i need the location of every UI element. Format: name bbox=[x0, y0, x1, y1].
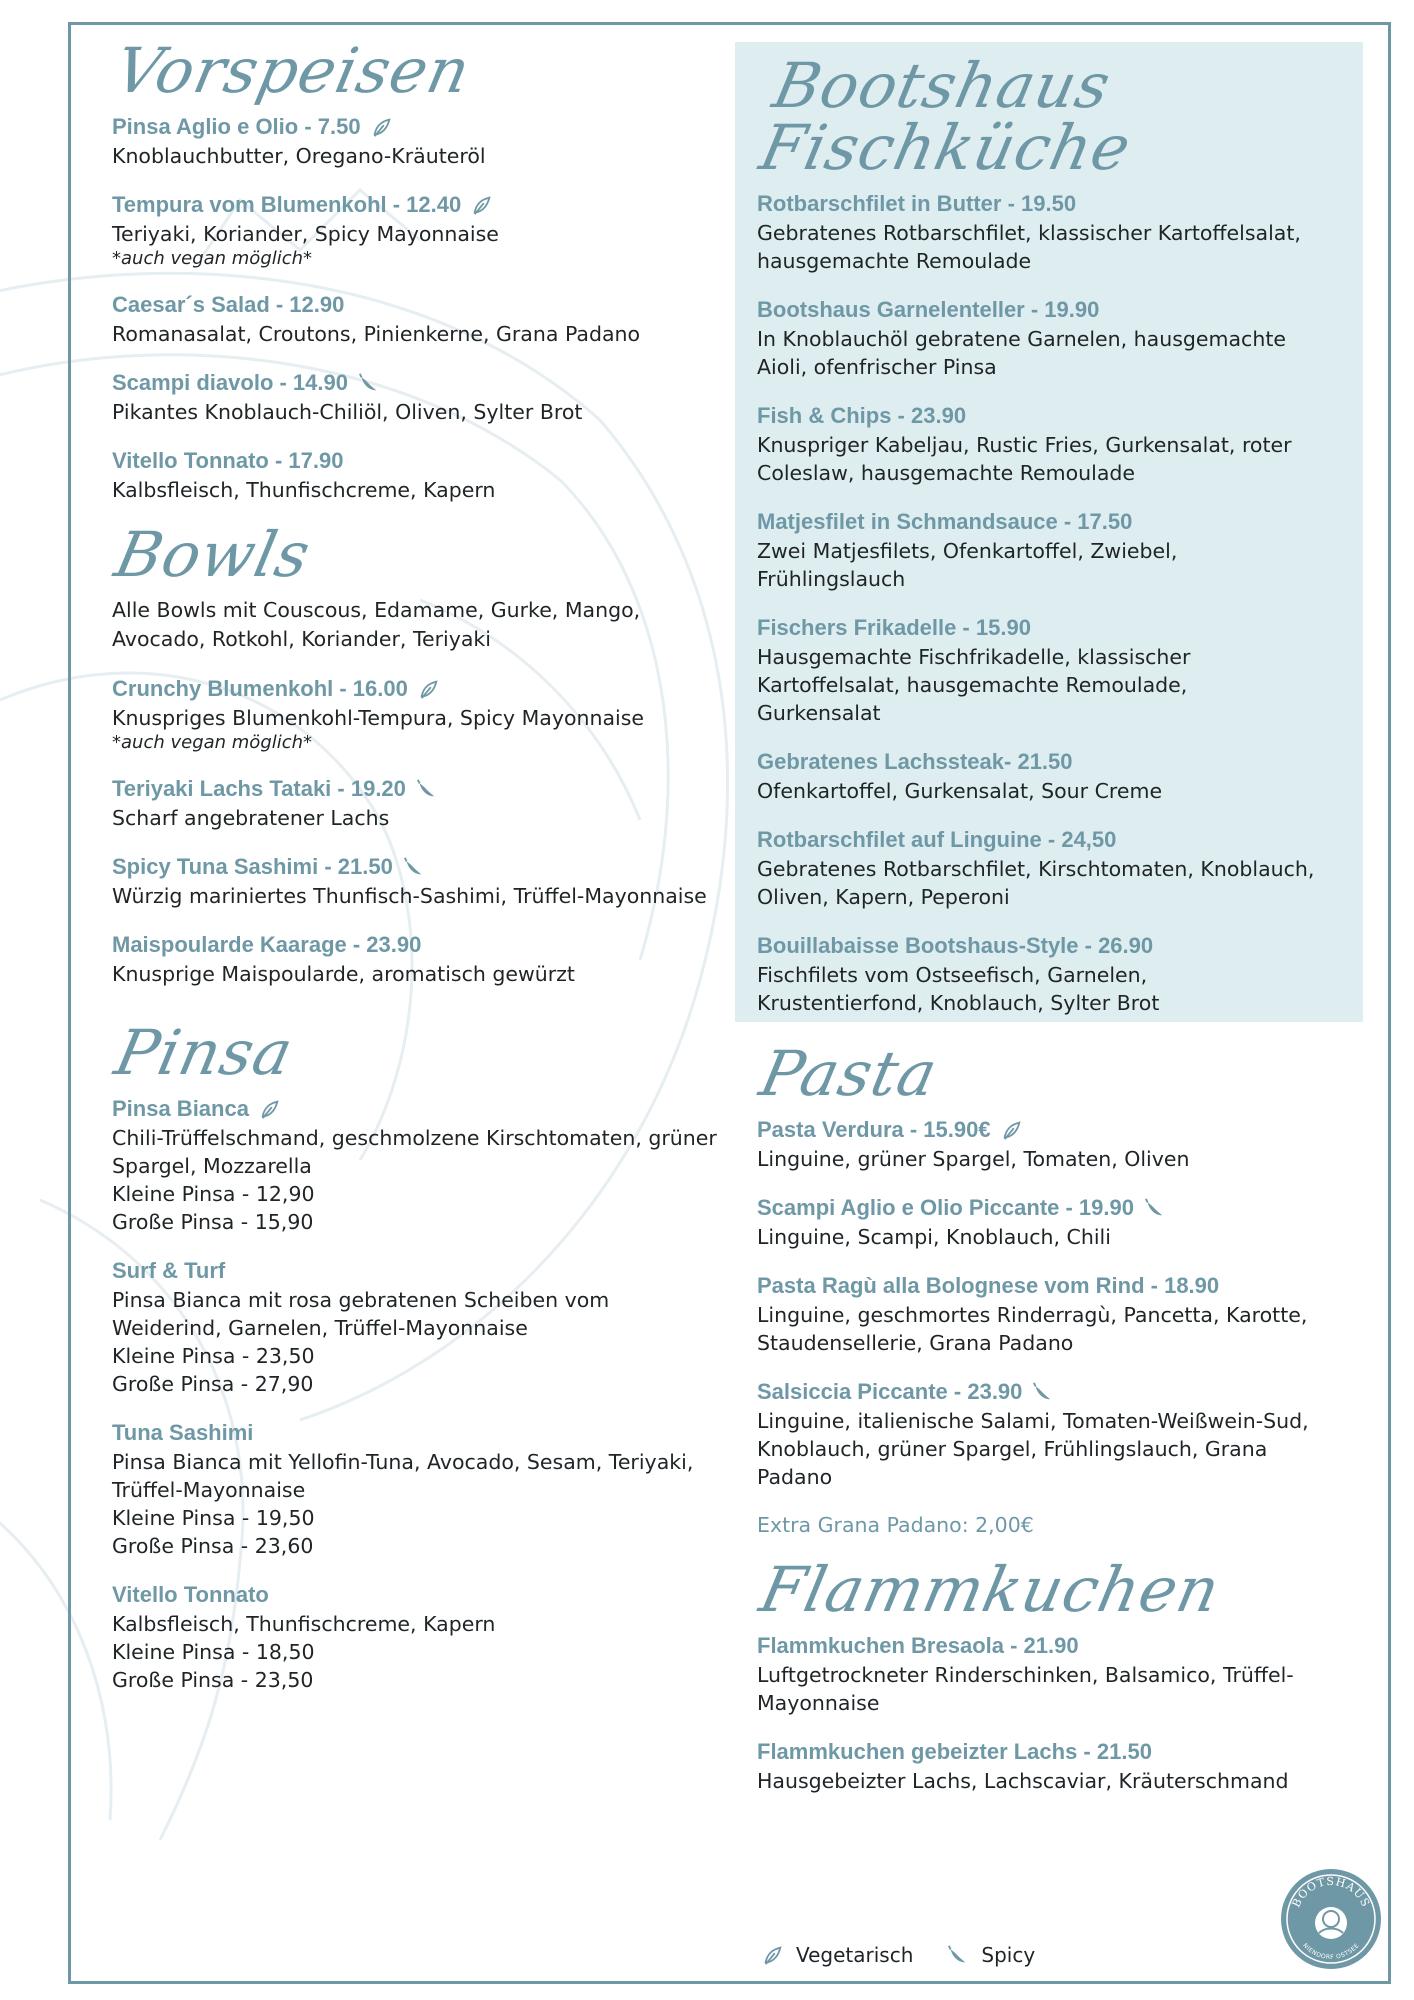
legend-vegetarian-label: Vegetarisch bbox=[796, 1943, 914, 1967]
menu-item bbox=[757, 1631, 1315, 1717]
menu-item-title: Bootshaus Garnelenteller - 19.90 bbox=[757, 297, 1100, 322]
bootshaus-logo bbox=[1279, 1867, 1383, 1971]
menu-item-description: Zwei Matjesfilets, Ofenkartoffel, Zwiebel, Frühlingslauch bbox=[757, 539, 1178, 591]
section-pasta bbox=[753, 1037, 1315, 1539]
menu-item-title: Rotbarschfilet in Butter - 19.50 bbox=[757, 191, 1077, 216]
menu-item-name bbox=[757, 1631, 1315, 1661]
menu-item-name bbox=[112, 852, 720, 882]
menu-item bbox=[757, 1377, 1315, 1491]
pinsa-list bbox=[110, 1094, 720, 1694]
menu-item bbox=[757, 189, 1315, 275]
bowls-intro: Alle Bowls mit Couscous, Edamame, Gurke, Mango, Avocado, Rotkohl, Koriander, Teriyaki bbox=[112, 598, 641, 651]
menu-item-price-small: Kleine Pinsa - 18,50 bbox=[112, 1640, 315, 1664]
menu-item-name bbox=[112, 1094, 720, 1124]
svg-text:BOOTSHAUS: BOOTSHAUS bbox=[1289, 1874, 1373, 1910]
menu-item-price-small: Kleine Pinsa - 19,50 bbox=[112, 1506, 315, 1530]
legend bbox=[762, 1943, 1069, 1967]
menu-item-description: Scharf angebratener Lachs bbox=[112, 806, 390, 830]
menu-item-description: Linguine, geschmortes Rinderragù, Pancetta, Karotte, Staudensellerie, Grana Padano bbox=[757, 1303, 1308, 1355]
menu-item-name bbox=[112, 1256, 720, 1286]
menu-item-title: Maispoularde Kaarage - 23.90 bbox=[112, 932, 422, 957]
chili-icon bbox=[947, 1944, 969, 1966]
menu-item bbox=[112, 1256, 720, 1398]
menu-item bbox=[112, 930, 720, 988]
menu-item-price-small: Kleine Pinsa - 23,50 bbox=[112, 1344, 315, 1368]
menu-item-name bbox=[757, 189, 1315, 219]
menu-item bbox=[112, 446, 720, 504]
menu-item bbox=[112, 1418, 720, 1560]
right-column bbox=[753, 49, 1315, 1815]
menu-item-description: Ofenkartoffel, Gurkensalat, Sour Creme bbox=[757, 779, 1163, 803]
menu-item-price-large: Große Pinsa - 23,50 bbox=[112, 1668, 314, 1692]
menu-item-description: Fischfilets vom Ostseefisch, Garnelen, Krustentierfond, Knoblauch, Sylter Brot bbox=[757, 963, 1160, 1015]
menu-item bbox=[757, 747, 1315, 805]
menu-item bbox=[757, 613, 1315, 727]
fischkueche-list bbox=[755, 189, 1315, 1017]
menu-item-price-large: Große Pinsa - 15,90 bbox=[112, 1210, 314, 1234]
menu-item-title: Fish & Chips - 23.90 bbox=[757, 403, 967, 428]
menu-item-name bbox=[757, 401, 1315, 431]
menu-item-title: Bouillabaisse Bootshaus-Style - 26.90 bbox=[757, 933, 1154, 958]
menu-item-title: Flammkuchen Bresaola - 21.90 bbox=[757, 1633, 1079, 1658]
menu-item-name bbox=[112, 190, 720, 220]
menu-item-title: Tuna Sashimi bbox=[112, 1420, 254, 1445]
section-fischkueche bbox=[753, 49, 1315, 1017]
section-bowls bbox=[108, 518, 720, 988]
menu-item-title: Pasta Ragù alla Bolognese vom Rind - 18.90 bbox=[757, 1273, 1220, 1298]
menu-item-description: Gebratenes Rotbarschfilet, klassischer Kartoffelsalat, hausgemachte Remoulade bbox=[757, 221, 1301, 273]
menu-item bbox=[112, 852, 720, 910]
menu-item-description: Kalbsfleisch, Thunfischcreme, Kapern bbox=[112, 478, 496, 502]
menu-item bbox=[112, 112, 720, 170]
chili-icon bbox=[358, 372, 380, 394]
menu-item-title: Pasta Verdura - 15.90€ bbox=[757, 1117, 991, 1142]
chili-icon bbox=[403, 856, 425, 878]
menu-item-description: Chili-Trüffelschmand, geschmolzene Kirschtomaten, grüner Spargel, Mozzarella bbox=[112, 1126, 717, 1178]
menu-item-description: Knusprige Maispoularde, aromatisch gewürzt bbox=[112, 962, 575, 986]
menu-item-description: Kalbsfleisch, Thunfischcreme, Kapern bbox=[112, 1612, 496, 1636]
menu-item-name bbox=[757, 613, 1315, 643]
menu-item-note: *auch vegan möglich* bbox=[112, 732, 313, 753]
menu-item-title: Spicy Tuna Sashimi - 21.50 bbox=[112, 854, 393, 879]
menu-item-description: Linguine, grüner Spargel, Tomaten, Oliven bbox=[757, 1147, 1190, 1171]
menu-item-title: Caesar´s Salad - 12.90 bbox=[112, 292, 345, 317]
menu-item-description: In Knoblauchöl gebratene Garnelen, hausgemachte Aioli, ofenfrischer Pinsa bbox=[757, 327, 1286, 379]
menu-item bbox=[112, 1580, 720, 1694]
menu-item-description: Würzig mariniertes Thunfisch-Sashimi, Trüffel-Mayonnaise bbox=[112, 884, 707, 908]
menu-item-name bbox=[757, 931, 1315, 961]
menu-item-description: Linguine, italienische Salami, Tomaten-Weißwein-Sud, Knoblauch, grüner Spargel, Frühlingslauch, Grana Padano bbox=[757, 1409, 1309, 1489]
legend-spicy bbox=[947, 1943, 1035, 1967]
menu-item-name bbox=[112, 674, 720, 704]
menu-item-description: Hausgebeizter Lachs, Lachscaviar, Kräuterschmand bbox=[757, 1769, 1289, 1793]
menu-item-title: Pinsa Aglio e Olio - 7.50 bbox=[112, 114, 361, 139]
menu-item bbox=[757, 1737, 1315, 1795]
menu-item bbox=[757, 1115, 1315, 1173]
menu-item-title: Vitello Tonnato bbox=[112, 1582, 269, 1607]
menu-item-description: Knuspriges Blumenkohl-Tempura, Spicy Mayonnaise bbox=[112, 706, 645, 730]
menu-item bbox=[757, 931, 1315, 1017]
menu-item-description: Knoblauchbutter, Oregano-Kräuteröl bbox=[112, 144, 486, 168]
menu-item-title: Flammkuchen gebeizter Lachs - 21.50 bbox=[757, 1739, 1152, 1764]
menu-item bbox=[757, 1193, 1315, 1251]
menu-item-name bbox=[757, 825, 1315, 855]
menu-item-name bbox=[112, 1418, 720, 1448]
leaf-icon bbox=[418, 678, 440, 700]
legend-spicy-label: Spicy bbox=[981, 1943, 1036, 1967]
menu-item-description: Pinsa Bianca mit Yellofin-Tuna, Avocado, Sesam, Teriyaki, Trüffel-Mayonnaise bbox=[112, 1450, 694, 1502]
menu-item-name bbox=[112, 446, 720, 476]
menu-item-name bbox=[757, 295, 1315, 325]
menu-item-name bbox=[757, 1115, 1315, 1145]
svg-text:NIENDORF OSTSEE: NIENDORF OSTSEE bbox=[1301, 1942, 1361, 1962]
leaf-icon bbox=[471, 194, 493, 216]
menu-item-title: Scampi Aglio e Olio Piccante - 19.90 bbox=[757, 1195, 1134, 1220]
menu-item-note: *auch vegan möglich* bbox=[112, 248, 313, 269]
menu-item-name bbox=[757, 507, 1315, 537]
pasta-list bbox=[755, 1115, 1315, 1491]
section-title-vorspeisen: Vorspeisen bbox=[108, 34, 477, 107]
menu-item-description: Luftgetrockneter Rinderschinken, Balsamico, Trüffel-Mayonnaise bbox=[757, 1663, 1294, 1715]
leaf-icon bbox=[1001, 1119, 1023, 1141]
menu-item-title: Salsiccia Piccante - 23.90 bbox=[757, 1379, 1023, 1404]
menu-item-name bbox=[112, 368, 720, 398]
menu-item bbox=[112, 190, 720, 270]
menu-item-title: Scampi diavolo - 14.90 bbox=[112, 370, 348, 395]
bowls-list bbox=[110, 674, 720, 988]
menu-item-name bbox=[112, 290, 720, 320]
menu-item-description: Gebratenes Rotbarschfilet, Kirschtomaten, Knoblauch, Oliven, Kapern, Peperoni bbox=[757, 857, 1315, 909]
section-title-pasta: Pasta bbox=[753, 1037, 945, 1110]
menu-item-description: Romanasalat, Croutons, Pinienkerne, Grana Padano bbox=[112, 322, 641, 346]
section-title-bowls: Bowls bbox=[108, 518, 318, 591]
menu-item-name bbox=[757, 1271, 1315, 1301]
vorspeisen-list bbox=[110, 112, 720, 504]
legend-vegetarian bbox=[762, 1943, 913, 1967]
flammkuchen-list bbox=[755, 1631, 1315, 1795]
menu-item-description: Hausgemachte Fischfrikadelle, klassischer Kartoffelsalat, hausgemachte Remoulade, Gurkensalat bbox=[757, 645, 1191, 725]
leaf-icon bbox=[259, 1098, 281, 1120]
leaf-icon bbox=[762, 1944, 784, 1966]
menu-item-price-large: Große Pinsa - 23,60 bbox=[112, 1534, 314, 1558]
menu-item-name bbox=[112, 112, 720, 142]
menu-item-title: Rotbarschfilet auf Linguine - 24,50 bbox=[757, 827, 1117, 852]
menu-item-description: Pinsa Bianca mit rosa gebratenen Scheiben vom Weiderind, Garnelen, Trüffel-Mayonnaise bbox=[112, 1288, 610, 1340]
menu-item-title: Matjesfilet in Schmandsauce - 17.50 bbox=[757, 509, 1133, 534]
menu-item-name bbox=[757, 747, 1315, 777]
menu-item-name bbox=[757, 1193, 1315, 1223]
menu-item-name bbox=[112, 774, 720, 804]
menu-item bbox=[112, 674, 720, 754]
menu-item-name bbox=[757, 1377, 1315, 1407]
menu-item-price-large: Große Pinsa - 27,90 bbox=[112, 1372, 314, 1396]
menu-item-title: Teriyaki Lachs Tataki - 19.20 bbox=[112, 776, 406, 801]
menu-item bbox=[757, 1271, 1315, 1357]
menu-item-description: Pikantes Knoblauch-Chiliöl, Oliven, Sylter Brot bbox=[112, 400, 583, 424]
menu-item-description: Knuspriger Kabeljau, Rustic Fries, Gurkensalat, roter Coleslaw, hausgemachte Remoulade bbox=[757, 433, 1292, 485]
menu-item bbox=[757, 401, 1315, 487]
leaf-icon bbox=[371, 116, 393, 138]
section-title-pinsa: Pinsa bbox=[108, 1016, 300, 1089]
menu-item bbox=[112, 290, 720, 348]
menu-item bbox=[757, 825, 1315, 911]
extra-grana-padano: Extra Grana Padano: 2,00€ bbox=[757, 1513, 1034, 1537]
menu-item-title: Vitello Tonnato - 17.90 bbox=[112, 448, 344, 473]
menu-item bbox=[757, 295, 1315, 381]
chili-icon bbox=[1032, 1381, 1054, 1403]
menu-item-description: Teriyaki, Koriander, Spicy Mayonnaise bbox=[112, 222, 499, 246]
menu-item-title: Pinsa Bianca bbox=[112, 1096, 249, 1121]
menu-item-name bbox=[112, 1580, 720, 1610]
menu-item-title: Crunchy Blumenkohl - 16.00 bbox=[112, 676, 408, 701]
section-flammkuchen bbox=[753, 1553, 1315, 1795]
menu-item-price-small: Kleine Pinsa - 12,90 bbox=[112, 1182, 315, 1206]
menu-item-name bbox=[757, 1737, 1315, 1767]
left-column bbox=[108, 34, 720, 1714]
chili-icon bbox=[416, 778, 438, 800]
menu-item-title: Tempura vom Blumenkohl - 12.40 bbox=[112, 192, 462, 217]
menu-item-title: Surf & Turf bbox=[112, 1258, 226, 1283]
menu-item-description: Linguine, Scampi, Knoblauch, Chili bbox=[757, 1225, 1111, 1249]
menu-item-name bbox=[112, 930, 720, 960]
section-pinsa bbox=[108, 1016, 720, 1694]
section-title-fischkueche: Bootshaus Fischküche bbox=[753, 49, 1138, 184]
chili-icon bbox=[1144, 1197, 1166, 1219]
section-vorspeisen bbox=[108, 34, 720, 504]
section-title-flammkuchen: Flammkuchen bbox=[753, 1553, 1227, 1626]
menu-item bbox=[112, 1094, 720, 1236]
menu-item bbox=[112, 774, 720, 832]
menu-item-title: Fischers Frikadelle - 15.90 bbox=[757, 615, 1031, 640]
menu-item bbox=[112, 368, 720, 426]
menu-item bbox=[757, 507, 1315, 593]
menu-item-title: Gebratenes Lachssteak- 21.50 bbox=[757, 749, 1073, 774]
